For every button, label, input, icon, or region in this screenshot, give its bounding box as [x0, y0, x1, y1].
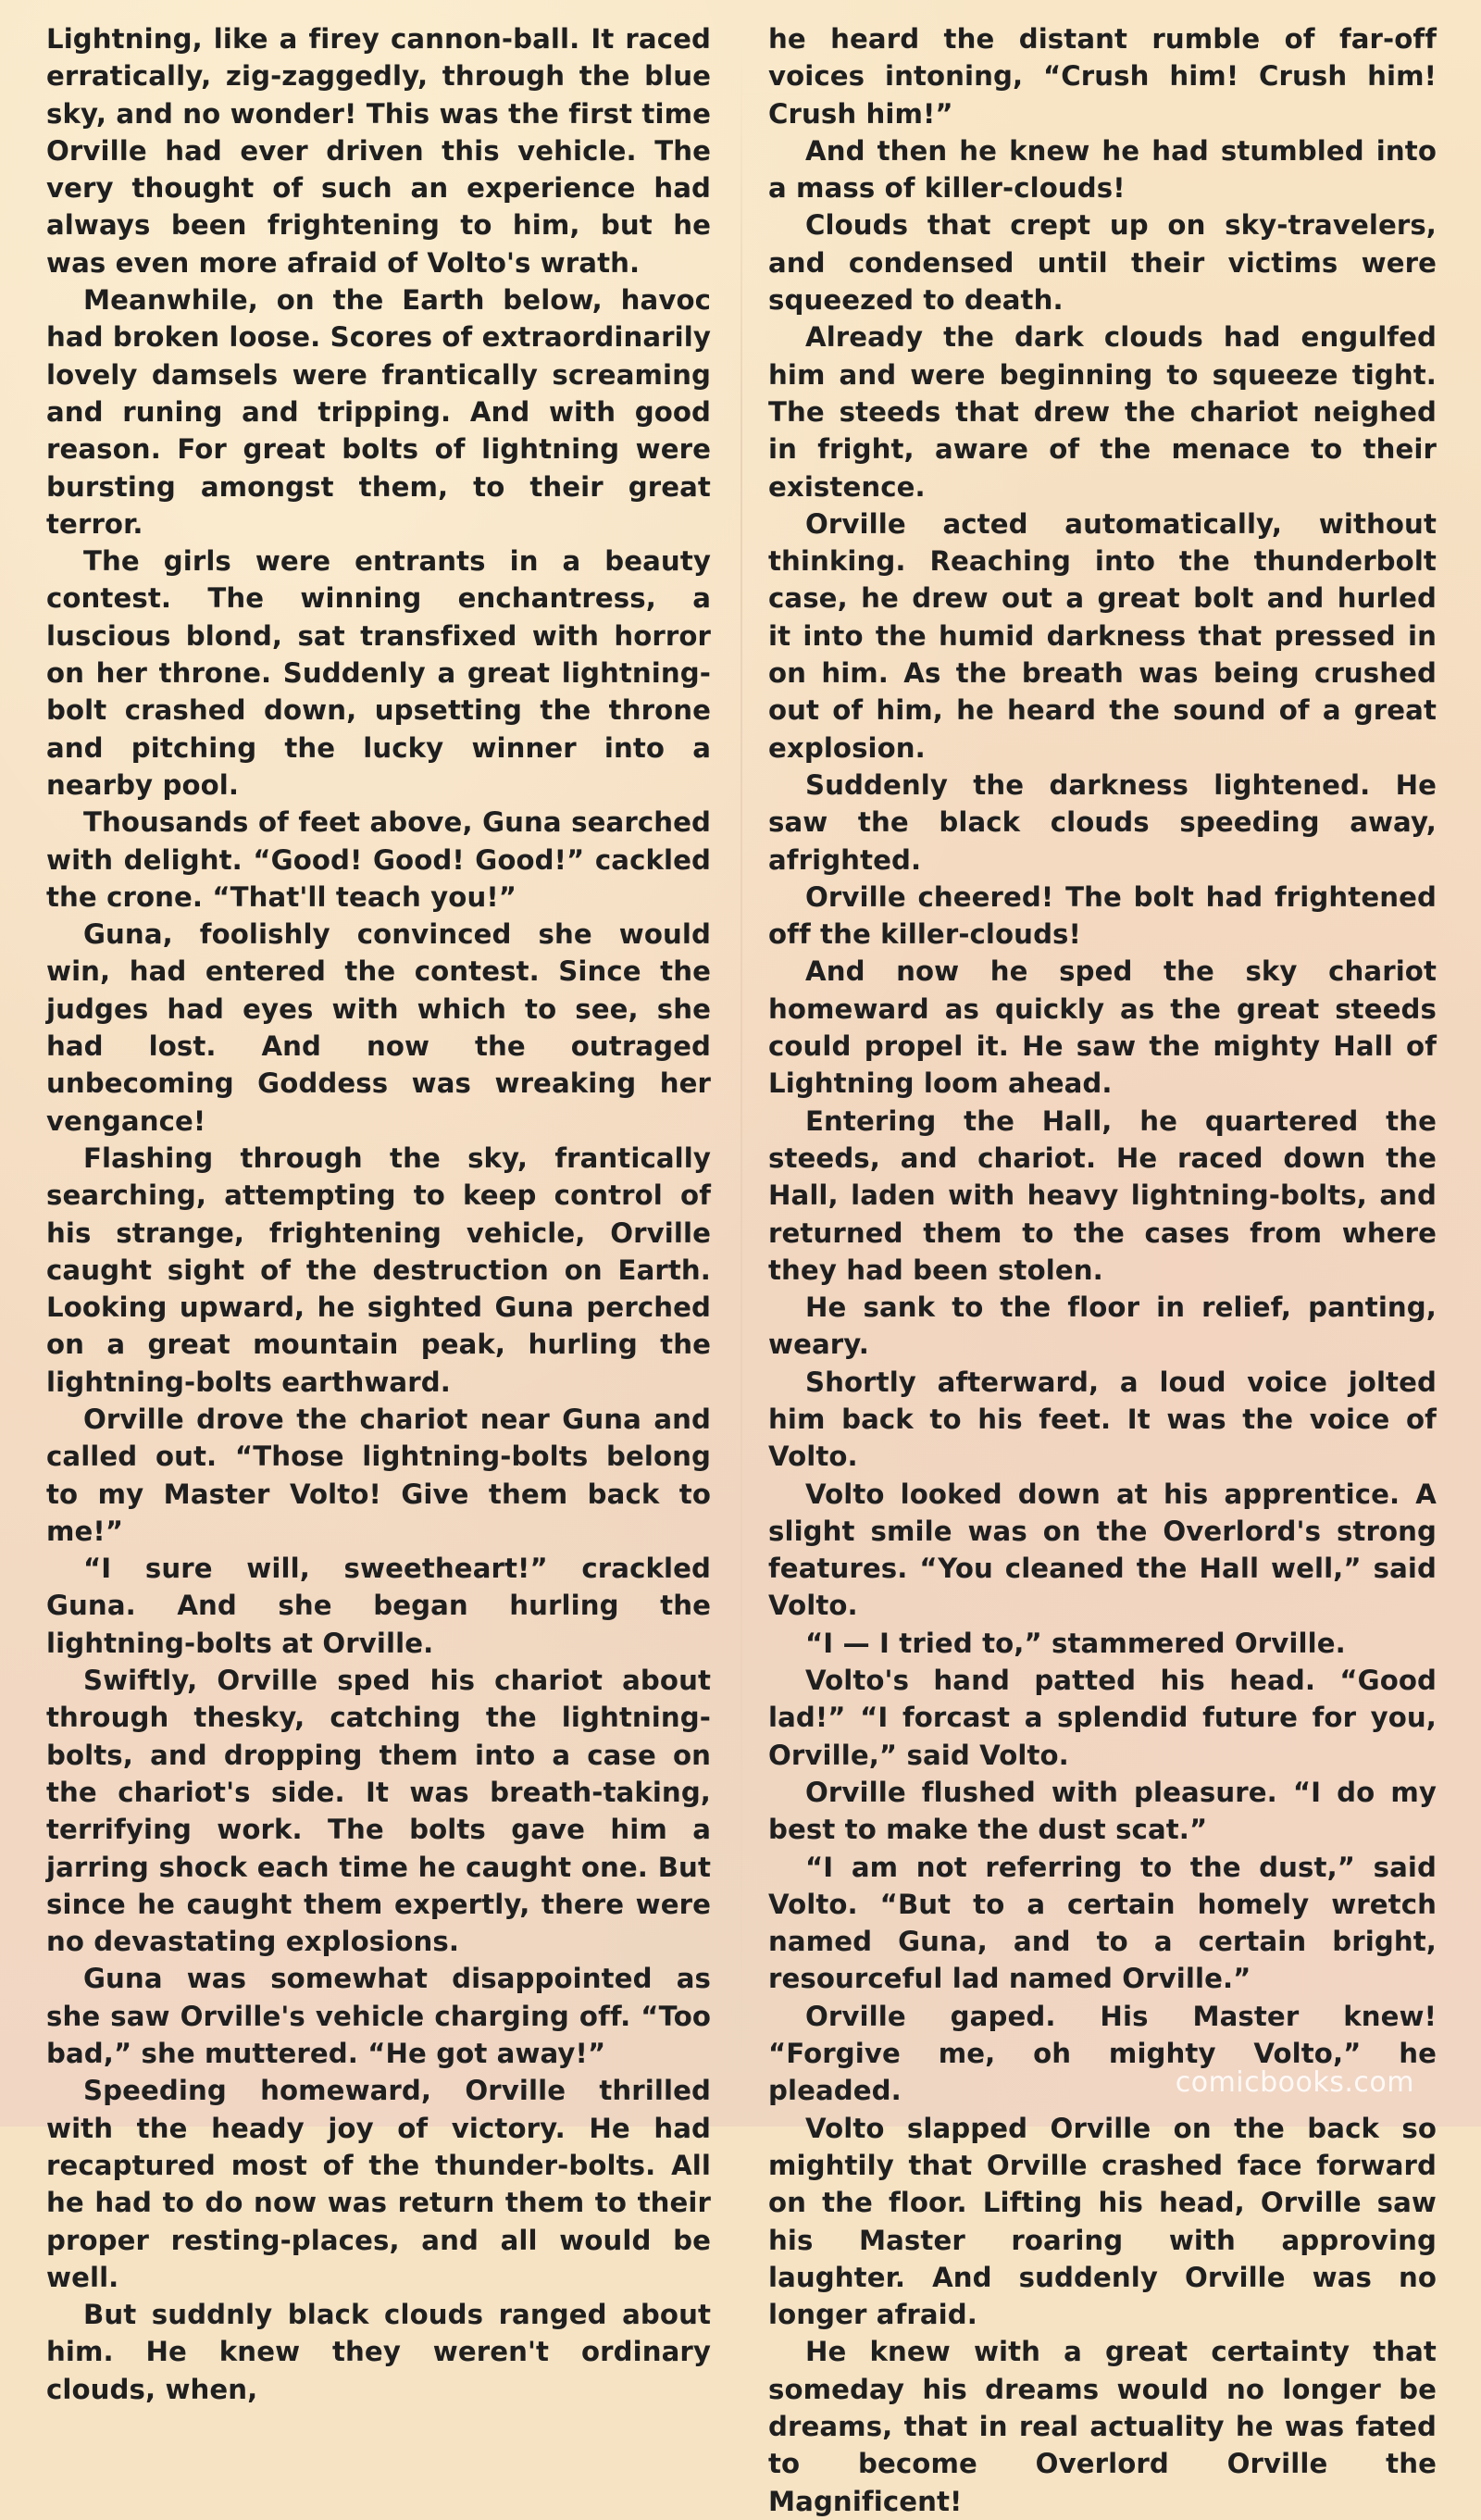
story-paragraph: Thousands of feet above, Guna searched with delight. “Good! Good! Good!” cackled the crone. “That'll teach you!” [46, 806, 711, 913]
story-paragraph: Flashing through the sky, frantically searching, attempting to keep control of his strange, frightening vehicle, Orville caught sight of the destruction on Earth. Looking upward, he sighted Guna perched on a great mountain peak, hurling the lightning-bolts earthward. [46, 1141, 711, 1398]
left-text-column [46, 20, 711, 2405]
right-text-column [768, 20, 1437, 2517]
story-paragraph: “I — I tried to,” stammered Orville. [805, 1627, 1346, 1659]
story-paragraph: Shortly afterward, a loud voice jolted him back to his feet. It was the voice of Volto. [768, 1366, 1437, 1473]
story-paragraph: Already the dark clouds had engulfed him and were beginning to squeeze tight. The steeds that drew the chariot neighed in fright, aware of the menace to their existence. [768, 321, 1437, 503]
story-paragraph: But suddnly black clouds ranged about him. He knew they weren't ordinary clouds, when, [46, 2299, 711, 2405]
story-paragraph: Guna was somewhat disappointed as she saw Orville's vehicle charging off. “Too bad,” she muttered. “He got away!” [46, 1963, 711, 2070]
story-paragraph: Volto's hand patted his head. “Good lad!” “I forcast a splendid future for you, Orville,” said Volto. [768, 1665, 1437, 1771]
story-paragraph: And now he sped the sky chariot homeward as quickly as the great steeds could propel it. He saw the mighty Hall of Lightning loom ahead. [768, 955, 1437, 1100]
story-paragraph: Orville drove the chariot near Guna and called out. “Those lightning-bolts belong to my Master Volto! Give them back to me!” [46, 1403, 711, 1547]
story-paragraph: Volto looked down at his apprentice. A slight smile was on the Overlord's strong features. “You cleaned the Hall well,” said Volto. [768, 1478, 1437, 1622]
story-paragraph: Orville gaped. His Master knew! “Forgive me, oh mighty Volto,” he pleaded. [768, 2000, 1437, 2107]
column-gutter [740, 37, 742, 2074]
story-paragraph: Meanwhile, on the Earth below, havoc had broken loose. Scores of extraordinarily lovely damsels were frantically screaming and runing and tripping. And with good reason. For great bolts of lightning were bursting amongst them, to their great terror. [46, 284, 711, 540]
story-paragraph: Clouds that crept up on sky-travelers, and condensed until their victims were squeezed to death. [768, 209, 1437, 317]
story-paragraph: Speeding homeward, Orville thrilled with the heady joy of victory. He had recaptured most of the thunder-bolts. All he had to do now was return them to their proper resting-places, and all would be well. [46, 2075, 711, 2293]
story-paragraph: “I am not referring to the dust,” said Volto. “But to a certain homely wretch named Guna, and to a certain bright, resourceful lad named Orville.” [768, 1851, 1437, 1995]
story-paragraph: Orville cheered! The bolt had frightened off the killer-clouds! [768, 880, 1437, 951]
story-paragraph: Entering the Hall, he quartered the steeds, and chariot. He raced down the Hall, laden with heavy lightning-bolts, and returned them to the cases from where they had been stolen. [768, 1104, 1437, 1286]
site-watermark: comicbooks.com [1175, 2066, 1414, 2099]
story-paragraph: Guna, foolishly convinced she would win, had entered the contest. Since the judges had eyes with which to see, she had lost. And now the outraged unbecoming Goddess was wreaking her vengance! [46, 918, 711, 1137]
story-paragraph: He sank to the floor in relief, panting, weary. [768, 1291, 1437, 1361]
story-paragraph: The girls were entrants in a beauty contest. The winning enchantress, a luscious blond, sat transfixed with horror on her throne. Suddenly a great lightning-bolt crashed down, upsetting the throne and pitching the lucky winner into a nearby pool. [46, 545, 711, 801]
story-paragraph: He knew with a great certainty that someday his dreams would no longer be dreams, that in real actuality he was fated to become Overlord Orville the Magnificent! [768, 2336, 1437, 2517]
story-paragraph: Orville flushed with pleasure. “I do my best to make the dust scat.” [768, 1776, 1437, 1846]
story-paragraph: And then he knew he had stumbled into a mass of killer-clouds! [768, 134, 1437, 205]
story-paragraph: Orville acted automatically, without thinking. Reaching into the thunderbolt case, he drew out a great bolt and hurled it into the humid darkness that pressed in on him. As the breath was being crushed out of him, he heard the sound of a great explosion. [768, 507, 1437, 764]
story-paragraph: Swiftly, Orville sped his chariot about through thesky, catching the lightning-bolts, and dropping them into a case on the chariot's side. It was breath-taking, terrifying work. The bolts gave him a jarring shock each time he caught one. But since he caught them expertly, there were no devastating explosions. [46, 1665, 711, 1958]
story-paragraph: Volto slapped Orville on the back so mightily that Orville crashed face forward on the floor. Lifting his head, Orville saw his Master roaring with approving laughter. And suddenly Orville was no longer afraid. [768, 2112, 1437, 2331]
story-paragraph: “I sure will, sweetheart!” crackled Guna. And she began hurling the lightning-bolts at Orville. [46, 1553, 711, 1659]
story-paragraph: Suddenly the darkness lightened. He saw the black clouds speeding away, afrighted. [768, 768, 1437, 876]
story-paragraph-continued: he heard the distant rumble of far-off voices intoning, “Crush him! Crush him! Crush him!” [768, 23, 1437, 130]
story-paragraph: Lightning, like a firey cannon-ball. It raced erratically, zig-zaggedly, through the blue sky, and no wonder! This was the first time Orville had ever driven this vehicle. The very thought of such an experience had always been frightening to him, but he was even more afraid of Volto's wrath. [46, 23, 711, 279]
